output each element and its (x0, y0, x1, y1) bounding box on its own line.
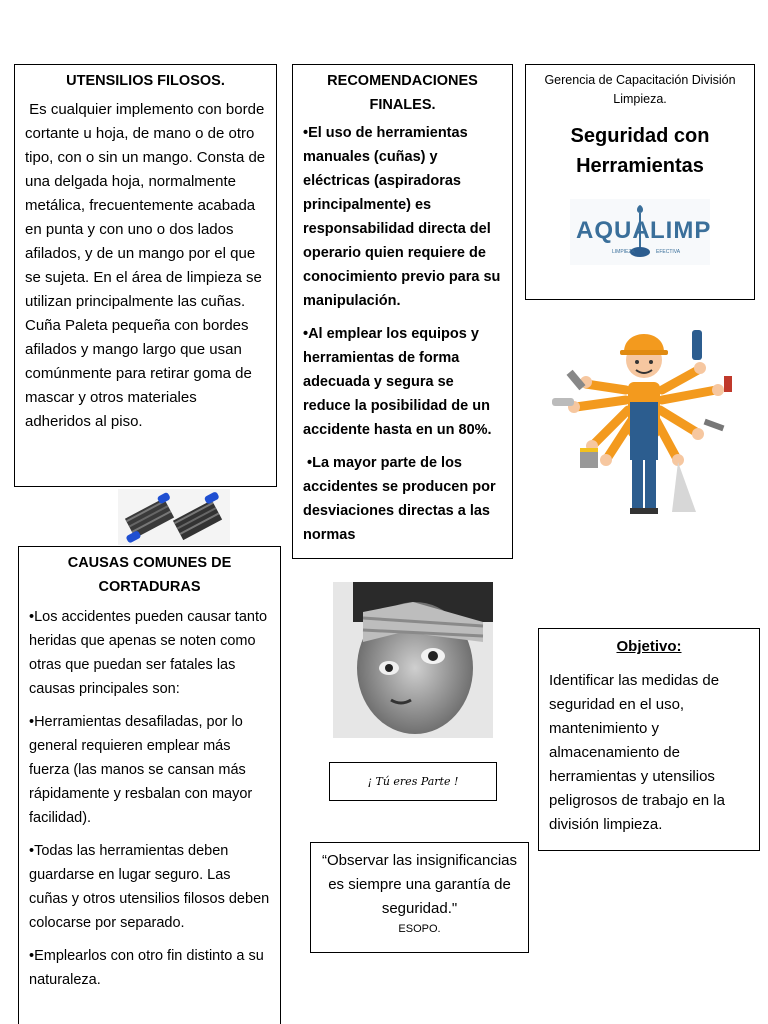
logo-text-right: LIMP (650, 217, 712, 244)
brochure-title: Seguridad con Herramientas (570, 125, 710, 177)
aqualimp-logo (570, 199, 710, 265)
cover-section (525, 64, 755, 300)
recomendacion-item: •El uso de herramientas manuales (cuñas) y eléctricas (aspiradoras principalmente) es responsabilidad directa del operario quien requiere de conocimiento previo para su manipulación. (303, 125, 501, 309)
logo-sub-right: EFECTIVA (656, 249, 681, 255)
causa-item: •Todas las herramientas deben guardarse en lugar seguro. Las cuñas y otros utensilios filosos deben colocarse por separado. (29, 843, 270, 931)
hand-over-face-photo (333, 582, 493, 738)
quote-box (310, 842, 529, 953)
logo-sub-left: LIMPIEZA (612, 249, 635, 255)
objetivo-body: Identificar las medidas de seguridad en el uso, mantenimiento y almacenamiento de herramientas y utensilios peligrosos de trabajo en la división limpieza. (549, 672, 725, 833)
recomendaciones-title: RECOMENDACIONES FINALES. (327, 73, 478, 113)
objetivo-section (538, 628, 760, 851)
organization-name: Gerencia de Capacitación División Limpieza. (544, 73, 736, 106)
objetivo-title: Objetivo: (616, 638, 682, 655)
causa-item: •Los accidentes pueden causar tanto heridas que apenas se noten como otras que puedan ser fatales las causas principales son: (29, 609, 268, 697)
recomendacion-item: •Al emplear los equipos y herramientas de forma adecuada y segura se reduce la posibilidad de un accidente hasta en un 80%. (303, 326, 492, 438)
recomendaciones-section (292, 64, 513, 559)
causa-item: •Herramientas desafiladas, por lo general requieren emplear más fuerza (las manos se cansan más rápidamente y resbalan con mayor facilidad). (29, 714, 253, 826)
quote-author: ESOPO. (398, 923, 441, 935)
quote-text: “Observar las insignificancias es siempre una garantía de seguridad." (321, 852, 518, 917)
scraper-tools-image (118, 489, 230, 545)
slogan-box (329, 762, 497, 801)
utensilios-section (14, 64, 277, 487)
causa-item: •Emplearlos con otro fin distinto a su naturaleza. (29, 948, 264, 988)
utensilios-title: UTENSILIOS FILOSOS. (66, 73, 225, 89)
causas-title: CAUSAS COMUNES DE CORTADURAS (67, 555, 232, 595)
recomendacion-item: •La mayor parte de los accidentes se producen por desviaciones directas a las normas (303, 455, 500, 543)
logo-text-left: AQUA (576, 217, 651, 244)
utensilios-body: Es cualquier implemento con borde cortante u hoja, de mano o de otro tipo, con o sin un mango. Consta de una delgada hoja, normalmente metálica, frecuentemente acabada en punta y con uno o dos lados afilados, y de un mango por el que se sujeta. En el área de limpieza se utilizan principalmente las cuñas. Cuña Paleta pequeña con bordes afilados y mango largo que usan comúnmente para retirar goma de mascar y otros materiales adheridos al piso. (25, 101, 270, 430)
causas-section (18, 546, 281, 1024)
worker-with-tools-illustration (546, 312, 742, 517)
slogan-text: ¡ Tú eres Parte ! (367, 775, 459, 788)
